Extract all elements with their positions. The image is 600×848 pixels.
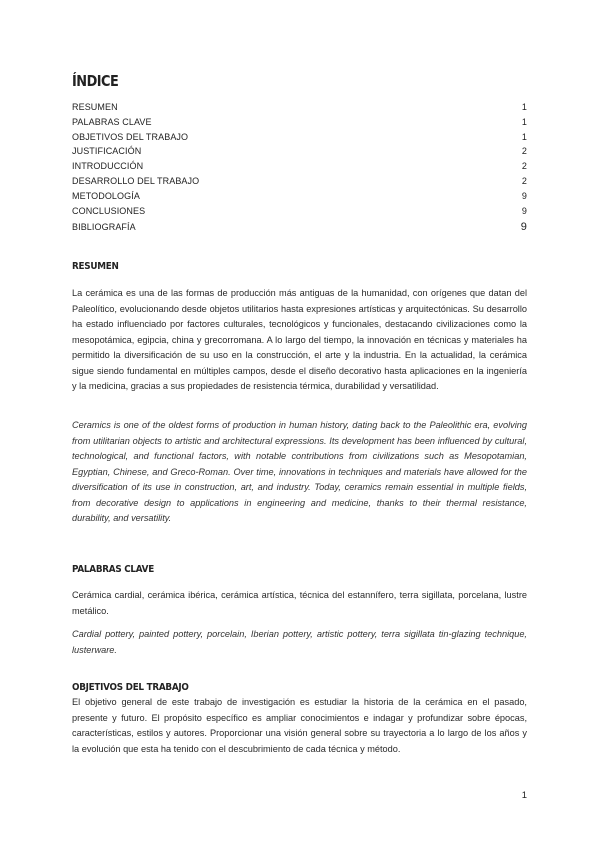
section-heading-resumen: RESUMEN — [72, 261, 119, 272]
abstract-english: Ceramics is one of the oldest forms of production in human history, dating back to the Paleolithic era, evolving from utilitarian objects to artistic and architectural expressions. Its development has been influenced by cultural, technological, and functional factors, with notable contributions from civilizations such as Mesopotamian, Egyptian, Chinese, and Greco-Roman. Over time, innovations in techniques and materials have allowed for the diversification of its use in construction, art, and industry. Today, ceramics remain essential in multiple fields, from decorative design to applications in engineering and medicine, thanks to their thermal resistance, durability, and versatility. — [72, 420, 527, 523]
toc-entry-page: 2 — [521, 146, 527, 157]
toc-entry-label: METODOLOGÍA — [72, 190, 140, 201]
toc-entry-label: INTRODUCCIÓN — [72, 161, 144, 172]
toc-entry-label: DESARROLLO DEL TRABAJO — [72, 175, 200, 186]
toc-entry-page: 1 — [521, 102, 527, 112]
section-heading-objetivos: OBJETIVOS DEL TRABAJO — [72, 682, 189, 693]
toc-entry-page: 2 — [521, 175, 527, 186]
toc-entry[interactable] — [72, 221, 527, 236]
toc-entry-label: BIBLIOGRAFÍA — [72, 222, 136, 233]
abstract-spanish: La cerámica es una de las formas de producción más antiguas de la humanidad, con orígenes que datan del Paleolítico, evolucionando desde objetos utilitarios hasta expresiones artísticas y arquitectónicas. Su desarrollo ha estado influenciado por factores culturales, tecnológicos y funcionales, destacando civilizaciones como la mesopotámica, egipcia, china y grecorromana. A lo largo del tiempo, la innovación en técnicas y materiales ha permitido la diversificación de su uso en la construcción, el arte y la industria. En la actualidad, la cerámica sigue siendo fundamental en múltiples campos, desde el diseño decorativo hasta aplicaciones en la ingeniería y la medicina, gracias a sus propiedades de resistencia térmica, durabilidad y versatilidad. — [72, 288, 527, 391]
table-of-contents — [72, 102, 527, 236]
toc-entry-label: JUSTIFICACIÓN — [72, 146, 142, 157]
toc-entry-page: 2 — [521, 161, 527, 172]
objectives-text: El objetivo general de este trabajo de investigación es estudiar la historia de la cerámica en el pasado, presente y futuro. El propósito específico es ampliar conocimientos e indagar y profundizar sobre épocas, características, estilos y autores. Proporcionar una visión general sobre su trayectoria a lo largo de los años y la evolución que esta ha tenido con el descubrimiento de cada técnica y método. — [72, 697, 527, 754]
toc-entry-label: PALABRAS CLAVE — [72, 116, 152, 127]
toc-entry[interactable] — [72, 146, 527, 161]
section-heading-palabras-clave: PALABRAS CLAVE — [72, 564, 154, 575]
toc-entry[interactable] — [72, 191, 527, 206]
toc-entry[interactable] — [72, 117, 527, 132]
toc-entry[interactable] — [72, 161, 527, 176]
toc-entry-page: 9 — [521, 205, 527, 216]
toc-entry-page: 9 — [520, 221, 527, 234]
toc-entry-page: 1 — [521, 116, 527, 127]
toc-entry-label: CONCLUSIONES — [72, 205, 146, 216]
toc-entry[interactable] — [72, 206, 527, 221]
keywords-english: Cardial pottery, painted pottery, porcelain, Iberian pottery, artistic pottery, terra sigillata tin-glazing technique, lusterware. — [72, 629, 527, 655]
toc-entry-label: RESUMEN — [72, 102, 118, 112]
toc-entry-label: OBJETIVOS DEL TRABAJO — [72, 131, 189, 142]
toc-entry-page: 1 — [521, 131, 527, 142]
toc-entry[interactable] — [72, 176, 527, 191]
toc-entry[interactable] — [72, 102, 527, 117]
page-number: 1 — [521, 790, 527, 801]
document-page — [72, 0, 527, 848]
toc-entry[interactable] — [72, 132, 527, 147]
toc-entry-page: 9 — [521, 190, 527, 201]
toc-title: ÍNDICE — [72, 72, 119, 90]
keywords-spanish: Cerámica cardial, cerámica ibérica, cerámica artística, técnica del estannífero, terra sigillata, porcelana, lustre metálico. — [72, 590, 527, 616]
